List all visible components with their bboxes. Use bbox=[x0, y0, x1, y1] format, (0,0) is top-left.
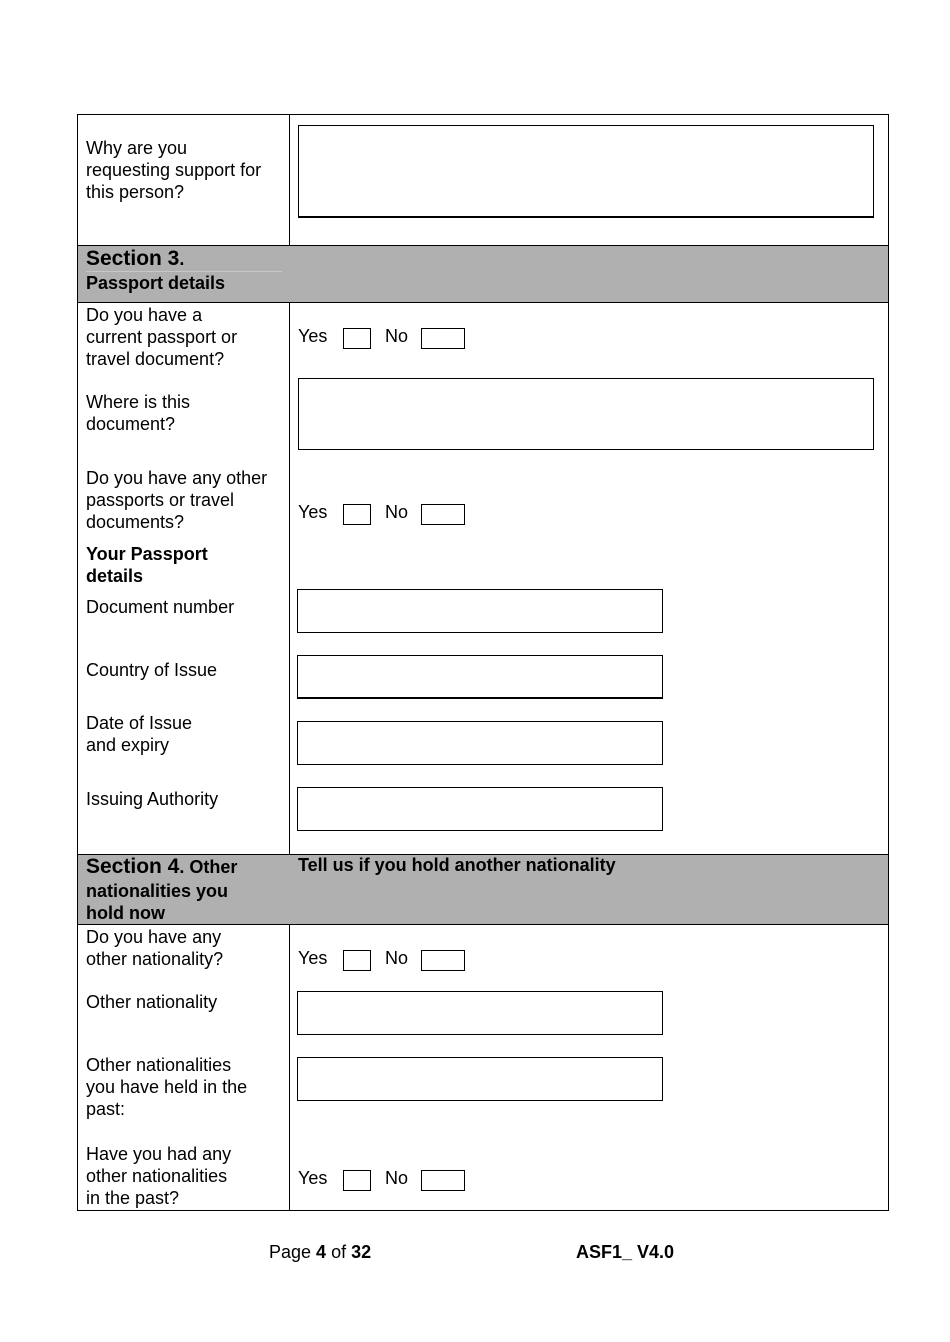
section-4-instruction: Tell us if you hold another nationality bbox=[298, 855, 616, 875]
section-4-subheading: nationalities you hold now bbox=[86, 881, 229, 923]
other-passports-question: Do you have any other passports or travel documents? bbox=[86, 468, 268, 532]
other-passports-yes-checkbox[interactable] bbox=[343, 504, 371, 525]
had-other-yes-checkbox[interactable] bbox=[343, 1170, 371, 1191]
section-4-heading: Section 4. Other bbox=[86, 855, 238, 878]
current-passport-question: Do you have a current passport or travel document? bbox=[86, 305, 238, 369]
date-issue-expiry-label: Date of Issue and expiry bbox=[86, 713, 193, 755]
no-label: No bbox=[385, 1168, 409, 1188]
no-label: No bbox=[385, 502, 409, 522]
issuing-authority-label: Issuing Authority bbox=[86, 789, 219, 809]
other-nationality-question: Do you have any other nationality? bbox=[86, 927, 224, 969]
why-requesting-label: Why are you requesting support for this person? bbox=[86, 138, 262, 202]
country-of-issue-field[interactable] bbox=[297, 655, 663, 699]
other-nationality-no-checkbox[interactable] bbox=[421, 950, 465, 971]
where-document-label: Where is this document? bbox=[86, 392, 191, 434]
other-nationalities-past-label: Other nationalities you have held in the past: bbox=[86, 1055, 248, 1119]
had-other-no-checkbox[interactable] bbox=[421, 1170, 465, 1191]
yes-label: Yes bbox=[298, 502, 328, 522]
document-number-label: Document number bbox=[86, 597, 235, 617]
country-of-issue-label: Country of Issue bbox=[86, 660, 218, 680]
current-passport-no-checkbox[interactable] bbox=[421, 328, 465, 349]
other-nationality-label: Other nationality bbox=[86, 992, 218, 1012]
page-number: Page 4 of 32 bbox=[269, 1242, 372, 1262]
date-issue-expiry-field[interactable] bbox=[297, 721, 663, 765]
current-passport-yes-checkbox[interactable] bbox=[343, 328, 371, 349]
document-number-field[interactable] bbox=[297, 589, 663, 633]
your-passport-details-heading: Your Passport details bbox=[86, 544, 208, 586]
no-label: No bbox=[385, 326, 409, 346]
section-3-heading: Section 3. bbox=[86, 247, 185, 270]
form-code: ASF1_ V4.0 bbox=[576, 1242, 675, 1262]
section-3-subheading: Passport details bbox=[86, 273, 226, 293]
had-other-nationalities-question: Have you had any other nationalities in the past? bbox=[86, 1144, 232, 1208]
other-nationality-field[interactable] bbox=[297, 991, 663, 1035]
yes-label: Yes bbox=[298, 1168, 328, 1188]
issuing-authority-field[interactable] bbox=[297, 787, 663, 831]
no-label: No bbox=[385, 948, 409, 968]
yes-label: Yes bbox=[298, 948, 328, 968]
other-nationalities-past-field[interactable] bbox=[297, 1057, 663, 1101]
other-passports-no-checkbox[interactable] bbox=[421, 504, 465, 525]
why-requesting-field[interactable] bbox=[298, 125, 874, 218]
where-document-field[interactable] bbox=[298, 378, 874, 450]
yes-label: Yes bbox=[298, 326, 328, 346]
other-nationality-yes-checkbox[interactable] bbox=[343, 950, 371, 971]
